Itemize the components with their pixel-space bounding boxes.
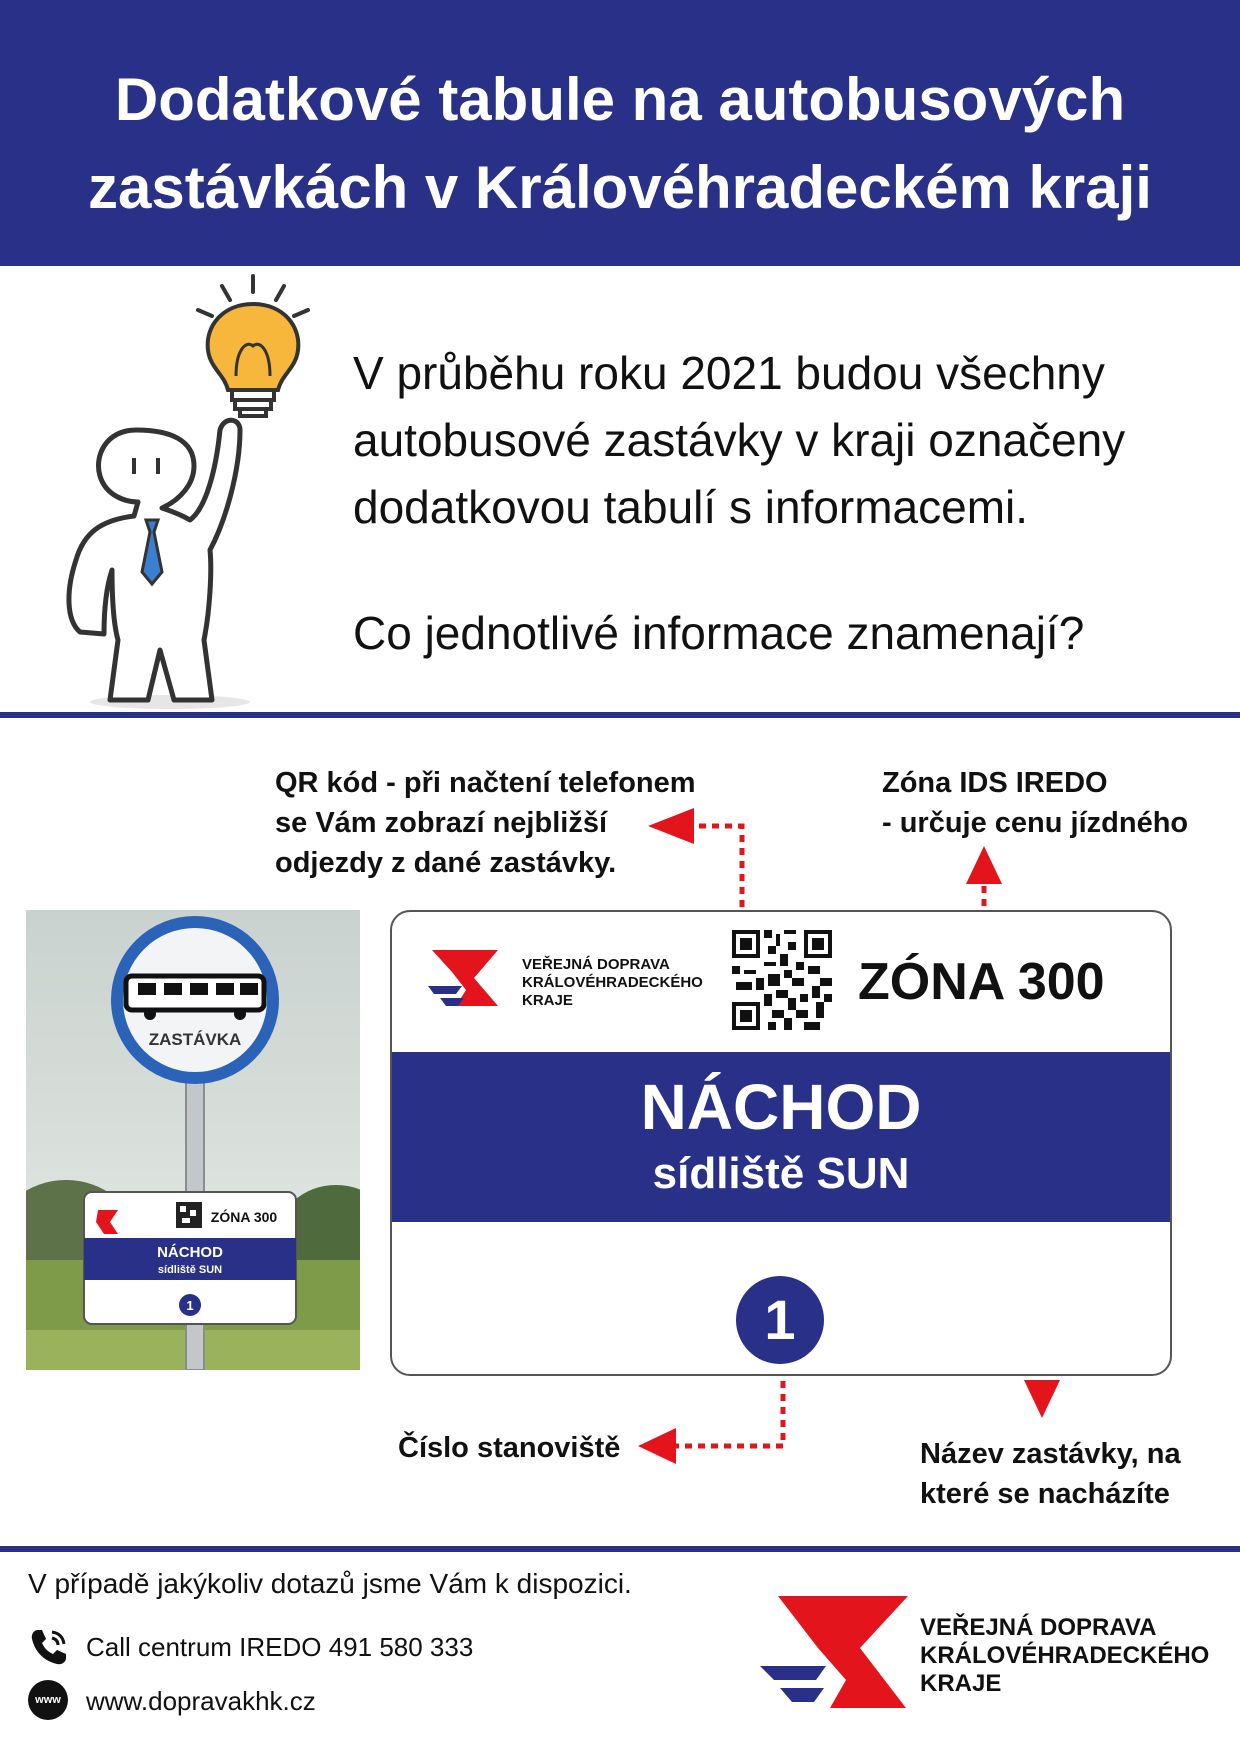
sign-stop-name: NÁCHOD [640, 1071, 922, 1143]
qr-callout-line-1: QR kód - při načtení telefonem [275, 767, 696, 799]
sign-brand-line-2: KRÁLOVÉHRADECKÉHO [522, 974, 703, 991]
sign-brand-text [522, 956, 703, 1010]
photo-mini-number: 1 [186, 1298, 194, 1313]
sign-stop-subname: sídliště SUN [652, 1149, 910, 1198]
zone-arrowhead [966, 846, 1002, 884]
website-link[interactable]: www.dopravakhk.cz [86, 1686, 316, 1716]
footer-brand-line-3: KRAJE [920, 1670, 1002, 1697]
photo-mini-zone: ZÓNA 300 [210, 1209, 278, 1225]
qr-callout-line-3: odjezdy z dané zastávky. [275, 847, 617, 879]
stop-name-callout-line-1: Název zastávky, na [920, 1438, 1181, 1470]
stand-arrow-line [668, 1368, 783, 1446]
bus-stop-photo-drawing [26, 910, 360, 1370]
photo-sign-label: ZASTÁVKA [148, 1030, 242, 1049]
footer-brand-line-1: VEŘEJNÁ DOPRAVA [920, 1614, 1157, 1641]
sign-zone: ZÓNA 300 [858, 953, 1105, 1011]
intro-line-2: autobusové zastávky v kraji označeny [353, 414, 1126, 466]
stop-name-arrowhead [1024, 1380, 1060, 1418]
photo-mini-sub: sídliště SUN [157, 1264, 223, 1276]
qr-code-icon [732, 930, 832, 1030]
bus-stop-photo [26, 910, 360, 1370]
qr-arrowhead [648, 808, 694, 844]
intro-question: Co jednotlivé informace znamenají? [353, 607, 1085, 659]
phone-number[interactable]: Call centrum IREDO 491 580 333 [86, 1632, 474, 1662]
title-line-1: Dodatkové tabule na autobusových [114, 66, 1126, 133]
intro-line-3: dodatkovou tabulí s informacemi. [353, 481, 1029, 533]
stand-arrowhead [638, 1428, 676, 1464]
phone-icon [28, 1626, 70, 1668]
divider-bottom [0, 1546, 1240, 1552]
zone-callout-line-1: Zóna IDS IREDO [882, 767, 1108, 799]
sign-brand-line-1: VEŘEJNÁ DOPRAVA [522, 956, 670, 973]
web-globe-icon: www [28, 1680, 68, 1720]
sign-plate [390, 910, 1172, 1376]
qr-arrow-line [694, 826, 742, 920]
footer-contact-text: V případě jakýkoliv dotazů jsme Vám k dispozici. [28, 1568, 632, 1599]
qr-callout-line-2: se Vám zobrazí nejbližší [275, 807, 607, 839]
footer-brand-logo-icon [760, 1592, 910, 1712]
stand-callout: Číslo stanoviště [398, 1432, 621, 1464]
footer-brand-line-2: KRÁLOVÉHRADECKÉHO [920, 1642, 1210, 1669]
footer-brand-text [920, 1614, 1209, 1698]
photo-mini-name: NÁCHOD [157, 1244, 223, 1261]
title-line-2: zastávkách v Královéhradeckém kraji [88, 154, 1152, 221]
zone-callout-line-2: - určuje cenu jízdného [882, 807, 1189, 839]
intro-line-1: V průběhu roku 2021 budou všechny [353, 347, 1105, 399]
stop-name-callout-line-2: které se nacházíte [920, 1478, 1170, 1510]
brand-logo-icon [422, 942, 512, 1014]
sign-brand-line-3: KRAJE [522, 992, 573, 1009]
sign-stand-number: 1 [736, 1276, 824, 1364]
